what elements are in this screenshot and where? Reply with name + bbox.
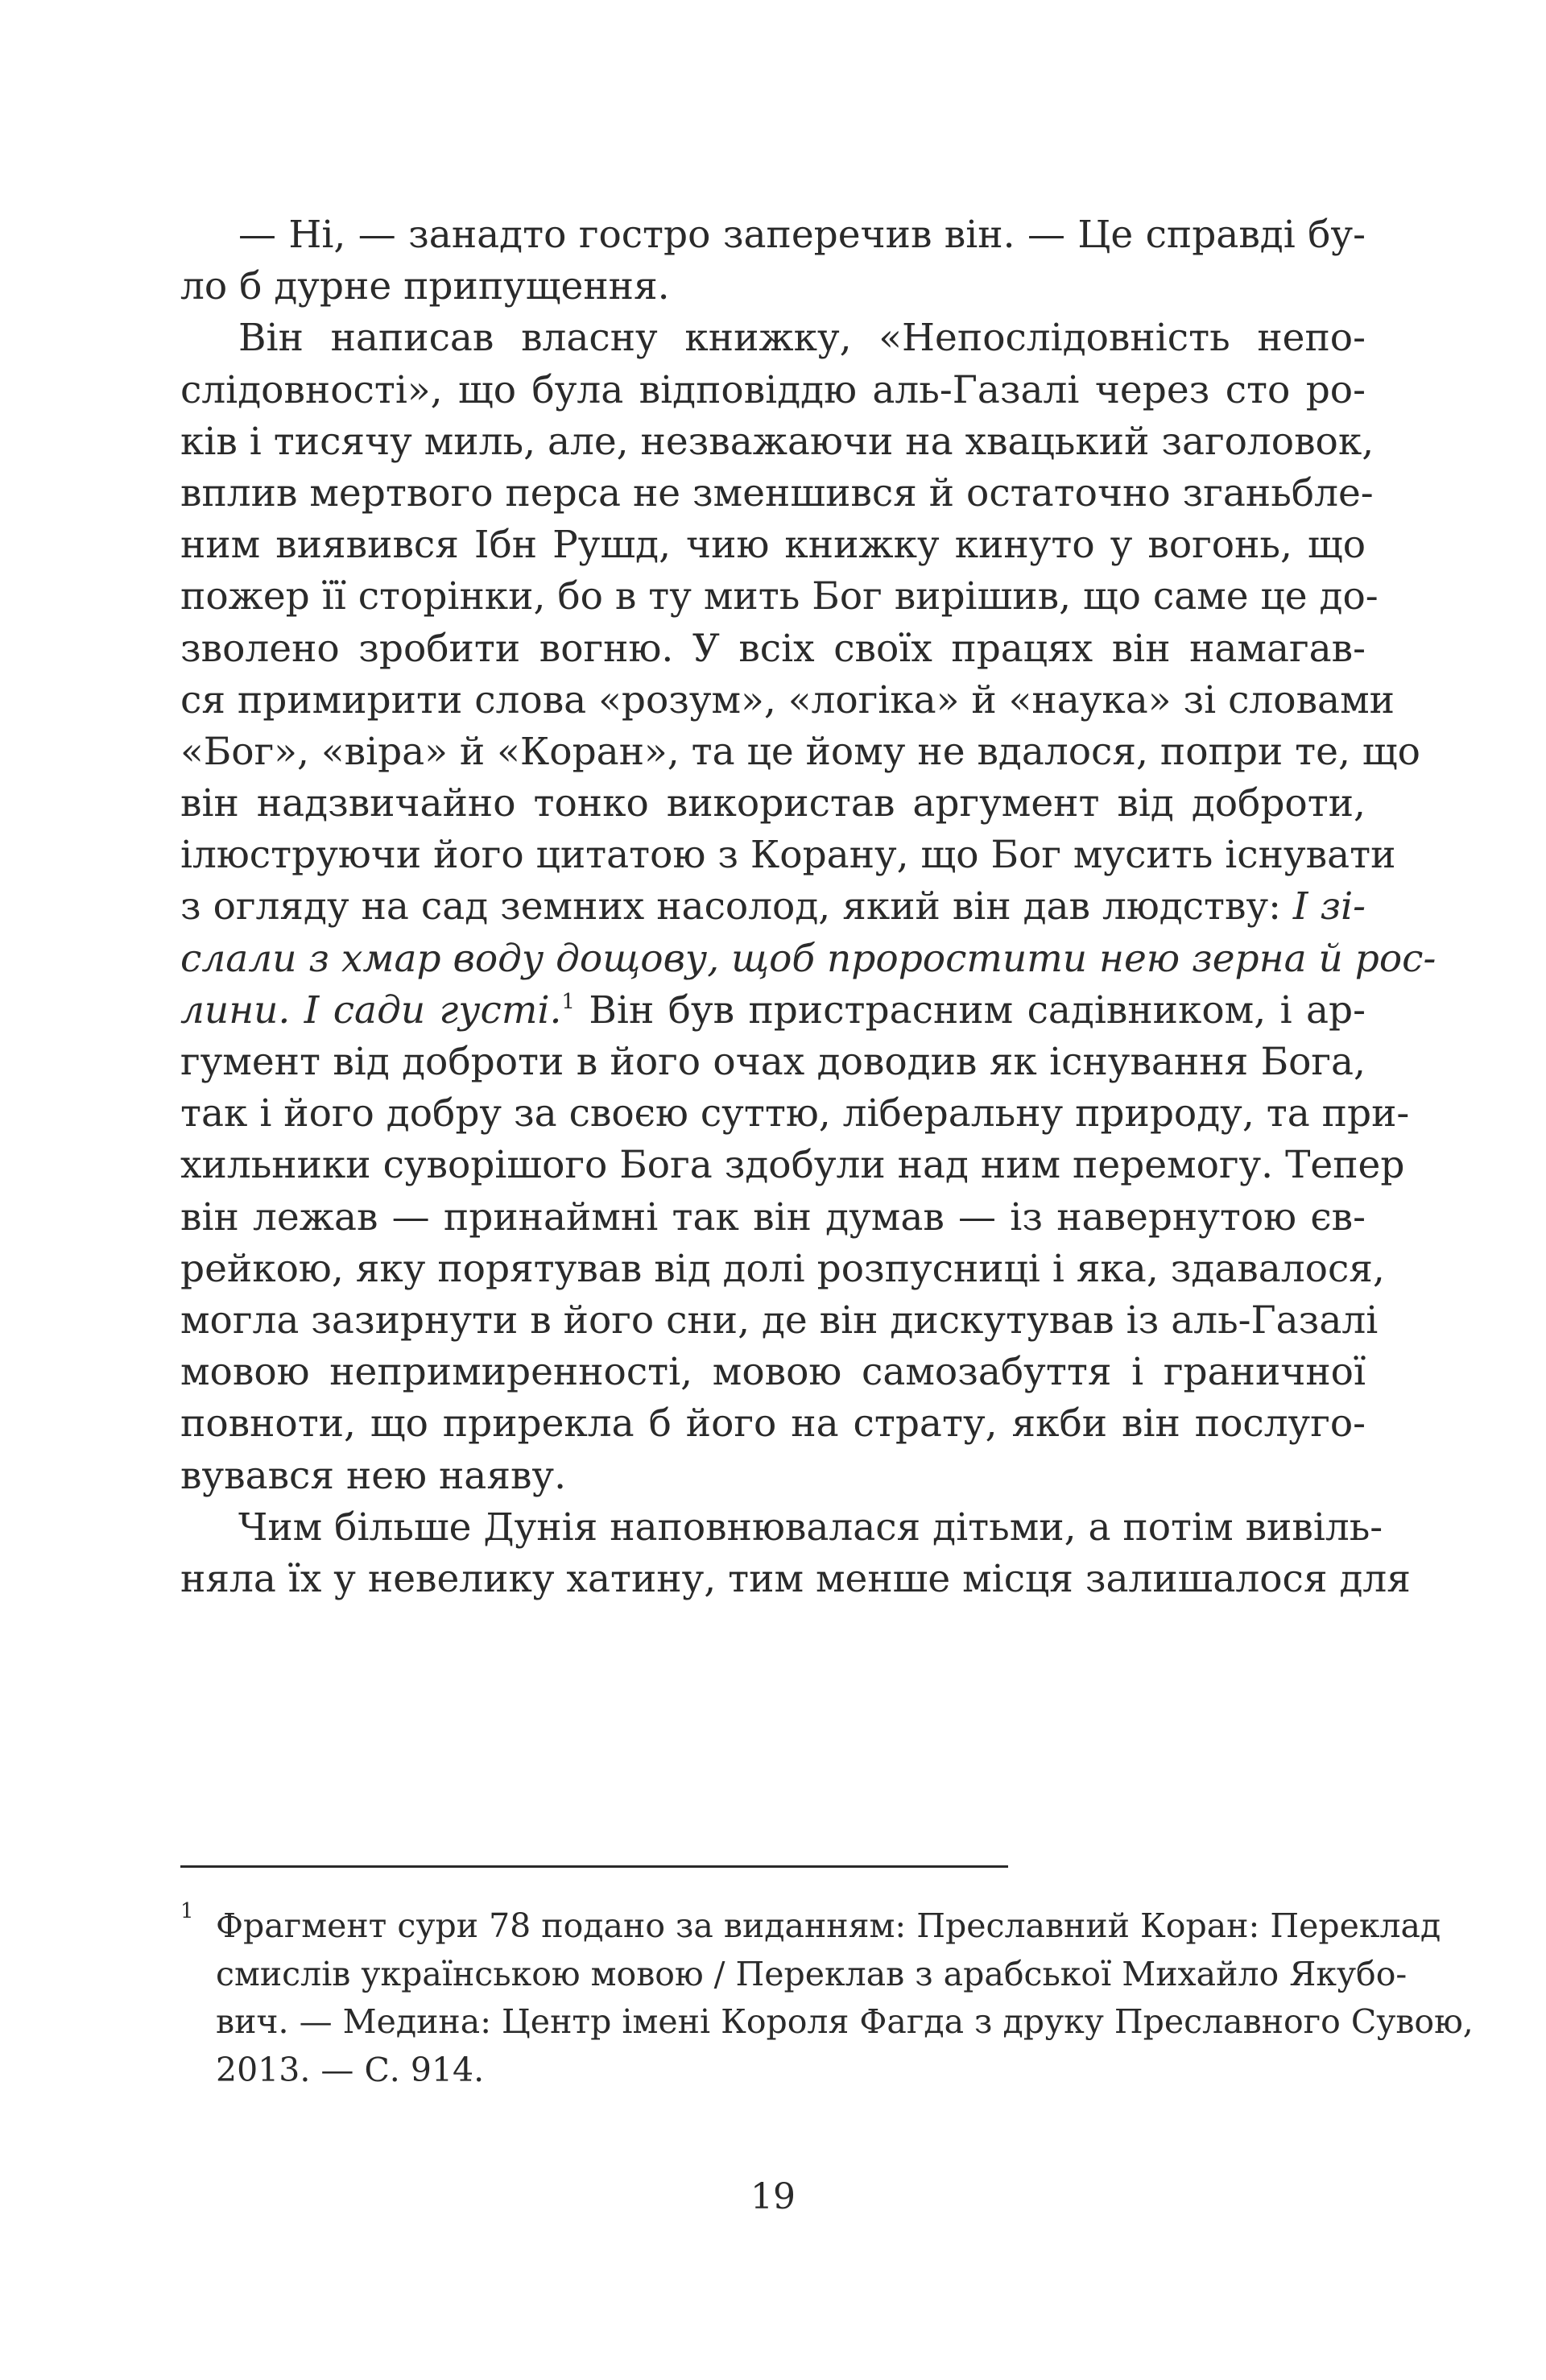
text-line: так і його добру за своєю суттю, ліберальну природу, та при- bbox=[180, 1091, 1410, 1136]
footnote bbox=[180, 1899, 1474, 2094]
text-line: вувався нею наяву. bbox=[180, 1453, 567, 1498]
text-line: мовою непримиренності, мовою самозабуття і граничної bbox=[180, 1350, 1366, 1395]
text-segment: Він був пристрасним садівником, і ар- bbox=[574, 987, 1366, 1033]
text-line: ся примирити слова «розум», «логіка» й «наука» зі словами bbox=[180, 677, 1395, 722]
text-line: няла їх у невелику хатину, тим менше місця залишалося для bbox=[180, 1556, 1411, 1601]
text-line: ків і тисячу миль, але, незважаючи на хвацький заголовок, bbox=[180, 419, 1374, 464]
footnote-divider bbox=[180, 1865, 1008, 1868]
quran-quote: лини. І сади густі. bbox=[180, 987, 562, 1033]
text-line: повноти, що прирекла б його на страту, якби він послуго- bbox=[180, 1401, 1366, 1447]
text-line: могла зазирнути в його сни, де він дискутував із аль-Газалі bbox=[180, 1298, 1379, 1343]
text-line: Він написав власну книжку, «Непослідовність непо- bbox=[238, 316, 1366, 361]
text-line: — Ні, — занадто гостро заперечив він. — Це справді бу- bbox=[238, 213, 1366, 257]
text-line: пожер її сторінки, бо в ту мить Бог вирішив, що саме це до- bbox=[180, 574, 1379, 619]
text-line: рейкою, яку порятував від долі розпусниці і яка, здавалося, bbox=[180, 1246, 1385, 1291]
footnote-line: смислів українською мовою / Переклав з арабської Михайло Якубо- bbox=[216, 1954, 1408, 1993]
text-line-mixed bbox=[180, 985, 1366, 1037]
text-line: ло б дурне припущення. bbox=[180, 264, 670, 309]
text-line: ілюструючи його цитатою з Корану, що Бог мусить існувати bbox=[180, 833, 1396, 878]
quran-quote-line: слали з хмар воду дощову, щоб проростити нею зерна й рос- bbox=[180, 936, 1436, 981]
text-line-mixed bbox=[180, 881, 1366, 933]
footnote-line: 2013. — С. 914. bbox=[216, 2050, 485, 2089]
footnote-reference[interactable]: 1 bbox=[561, 989, 575, 1014]
text-line: вплив мертвого перса не зменшився й остаточно зганьбле- bbox=[180, 470, 1374, 515]
footnote-line: Фрагмент сури 78 подано за виданням: Преславний Коран: Переклад bbox=[216, 1906, 1441, 1945]
text-line: Чим більше Дунія наповнювалася дітьми, а потім вивіль- bbox=[238, 1505, 1383, 1550]
text-line: «Бог», «віра» й «Коран», та це йому не вдалося, попри те, що bbox=[180, 729, 1420, 774]
text-line: гумент від доброти в його очах доводив як існування Бога, bbox=[180, 1040, 1366, 1084]
text-line: він лежав — принаймні так він думав — із навернутою єв- bbox=[180, 1194, 1366, 1240]
page-number: 19 bbox=[750, 2176, 796, 2217]
text-line: він надзвичайно тонко використав аргумент від доброти, bbox=[180, 781, 1366, 826]
text-segment: з огляду на сад земних насолод, який він дав людству: bbox=[180, 884, 1293, 929]
footnote-line: вич. — Медина: Центр імені Короля Фагда з друку Преславного Сувою, bbox=[216, 2002, 1474, 2041]
text-line: зволено зробити вогню. У всіх своїх працях він намагав- bbox=[180, 626, 1366, 671]
quran-quote: І зі- bbox=[1292, 884, 1366, 929]
text-line: ним виявився Ібн Рушд, чию книжку кинуто у вогонь, що bbox=[180, 523, 1366, 568]
text-line: хильники суворішого Бога здобули над ним перемогу. Тепер bbox=[180, 1143, 1405, 1188]
main-text bbox=[180, 209, 1436, 1605]
footnote-mark: 1 bbox=[180, 1899, 194, 1923]
text-line: слідовності», що була відповіддю аль-Газалі через сто ро- bbox=[180, 367, 1366, 412]
